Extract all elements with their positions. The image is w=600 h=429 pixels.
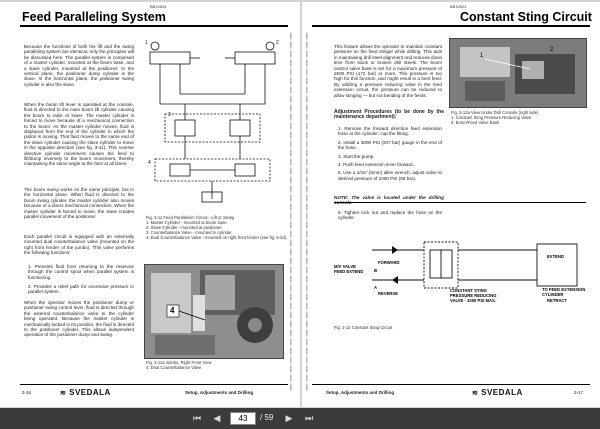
note: NOTE: The valve is located under the drilling console. [334,195,444,206]
brand-name: SVEDALA [69,388,111,397]
logo-icon: ≋ [472,390,479,397]
paragraph: When the boom lift lever is operated at the console, fluid is directed to the main boom lift cylinder causing the boom to raise or lower. The master cylinder is forced to move because of a mechanical connection to the boom. As the master cylinder moves, fluid is displaced from the end of the cylinder in which the piston is moving. That fluid moves to the same end of the slave cylinder causing the slave cylinder to move in the opposite direction (see fig. 3-11). This reverse directive cylinder movement causes the feed to lift/dump inversely to the boom movement, thereby maintaining the same angle to the face at all times. [24,102,134,167]
paragraph: This feature allows the operator to maintain constant pressure on the feed stinger while drilling. This aids in maintaining drill steel alignment and reduces down time from stuck or broken drill steels. The boom control valve bank is set for a maximum pressure of 2500 PSI (172 bar) or more. This pressure is too high for this function, and might result in a bent feed. By utilizing a pressure reducing valve in the feed extension circuit, the pressure can be reduced to allow stinging — but not bending of the feeds. [334,44,442,98]
figure-caption [146,360,286,370]
step-item: 2. Install a 3000 PSI (207 bar) gauge in the end of the hose. [338,139,442,151]
paragraph: Because the functions of both the lift and the swing paralleling system are identical, only the principles will be discussed here. The parallel system is comprised of a master cylinder, mounted at the boom base, and a slave cylinder, mounted at the positioner. In the vertical plane, the positioner dump cylinder is the slave. In the horizontal plane, the positioner swing cylinder is also the slave. [24,44,134,87]
feed-parallel-circuit-diagram [140,34,290,214]
revision-marks: | | | | | | | | | | | | | | | | | | | | | | | | | | | | | | | | | | | | | | | | [290,33,292,391]
diagram-label-text: M/V VALVE [334,264,356,269]
console-photo [449,38,587,108]
diagram-label: A [374,285,378,290]
console-image [450,39,587,108]
footer-section: Setup, Adjustments and Drilling [326,390,395,395]
jumbo-photo [144,264,284,359]
step-item: 1. Remove the forward direction feed extension hose at the cylinder; cap the fitting. [338,126,442,137]
figure-title: Fig. 3-12a View Under Drill Console (right side) [451,110,539,115]
note-rule [334,202,586,203]
svg-text:2: 2 [550,47,554,53]
first-page-icon[interactable]: ⏮ [192,413,202,423]
svg-text:1: 1 [480,53,484,59]
brand-name: SVEDALA [481,388,523,397]
prev-page-icon[interactable]: ◀ [213,413,221,423]
paragraph: Each parallel circuit is equipped with an externally mounted dual counterbalance valve (mounted on the right front fender of the jumbo). This valve performs the following functions: [24,234,134,256]
brand-logo [60,388,111,397]
step-item: 5. Use a 3/16" (5mm) allen wrench, adjust valve to desired pressure of 1000 PSI (69 bar). [338,170,442,181]
diagram-label: FORWARD [378,260,400,265]
doc-code: BB15524 [450,4,467,9]
diagram-label: RETRACT [547,298,568,303]
next-page-icon[interactable]: ▶ [285,413,293,423]
diagram-label: EXTEND [547,254,564,259]
footer-section: Setup, Adjustments and Drilling [185,390,254,395]
list-item: 2. Provides a relief path for excessive pressure in parallel system. [28,284,134,295]
figure-item: 1. Master Cylinder - mounted at boom base. [146,220,228,225]
diagram-label: CONSTANT STING PRESSURE REDUCING VALVE - 1000 PSI MAX. [450,288,497,303]
figure-item: 2. Boom/Feed Valve Bank [451,120,500,125]
page-number: 3-16 [22,390,32,395]
logo-icon: ≋ [60,390,67,397]
figure-item: 1. Constant Sting Pressure Reducing Valve [451,115,532,120]
diagram-label: TO FEED EXTENSION CYLINDER [542,287,586,297]
page-number: 3-17 [574,390,584,395]
title-rule [312,25,590,27]
step-item: 6. Tighten lock nut and replace the hose on the cylinder. [338,210,442,221]
page-total: / 59 [260,413,274,422]
svg-text:3: 3 [168,112,171,118]
diagram-label: B [374,268,378,273]
paragraph: The boom swing works on the same principle, but in the horizontal plane. When fluid is directed to the boom swing cylinder, the master cylinder also moves because of a direct mechanical connection. When the master cylinder is forced to move, the slave creates parallel movement of the positioner. [24,187,134,220]
diagram-label [334,264,363,274]
figure-title: Fig. 3-11a Jumbo, Right Front View [146,360,212,365]
page-title: Constant Sting Circuit [460,10,592,24]
figure-caption [146,215,291,240]
figure-caption [451,110,591,125]
page-title: Feed Paralleling System [22,10,166,24]
figure-caption: Fig. 3-12 Constant Sting Circuit [334,325,393,330]
figure-item: 4. Dual Counterbalance Valve [146,365,202,370]
step-item: 3. Start the pump. [338,153,375,159]
figure-item: 4. Dual Counterbalance Valve - mounted on right front fender (see fig. 3-2d). [146,235,288,240]
revision-marks: | | | | | | | | | | | | | | | | | | | | | | | | | | | | | | | | | | | | | | | | [306,33,308,391]
doc-code: BB15524 [150,4,167,9]
callout-label: 4 [170,306,175,315]
jumbo-image [145,265,284,359]
page-right [302,2,600,407]
figure-item: 2. Slave Cylinder - mounted at positioner. [146,225,223,230]
svg-text:4: 4 [148,160,151,166]
viewer-toolbar [0,408,600,429]
step-item: 4. Push feed extension lever forward. [338,162,414,168]
svg-text:2: 2 [276,40,279,46]
constant-sting-circuit-diagram [332,230,592,330]
diagram-label-text: FEED EXTEND [334,269,364,274]
page-left [0,2,300,407]
figure-item: 3. Counterbalance Valve - mounted in cylinder. [146,230,233,235]
title-rule [20,25,288,27]
diagram-label: REVERSE [378,291,399,296]
last-page-icon[interactable]: ⏭ [304,413,314,423]
svg-text:1: 1 [145,40,148,46]
page-number-input[interactable]: 43 [230,412,256,425]
section-heading: Adjustment Procedures (to be done by the maintenance department): [334,109,444,121]
brand-logo [472,388,523,397]
steps-list [338,126,442,184]
figure-title: Fig. 3-11 Feed Parallelism Circuit - Lift or Swing [146,215,235,220]
footer-rule [312,384,590,385]
paragraph: When the operator moves the positioner dump or positioner swing control lever, fluid is directed through the external counterbalance valve to the cylinder being operated. Because the master cylinder is mechanically locked in its position, the fluid is directed to the positioner cylinder. This allows independent operation of the positioner dump and swing. [24,300,134,338]
list-item: 1. Prevents fluid from returning to the reservoir through the control spool when parallel system is functioning. [28,264,134,280]
footer-rule [20,384,288,385]
